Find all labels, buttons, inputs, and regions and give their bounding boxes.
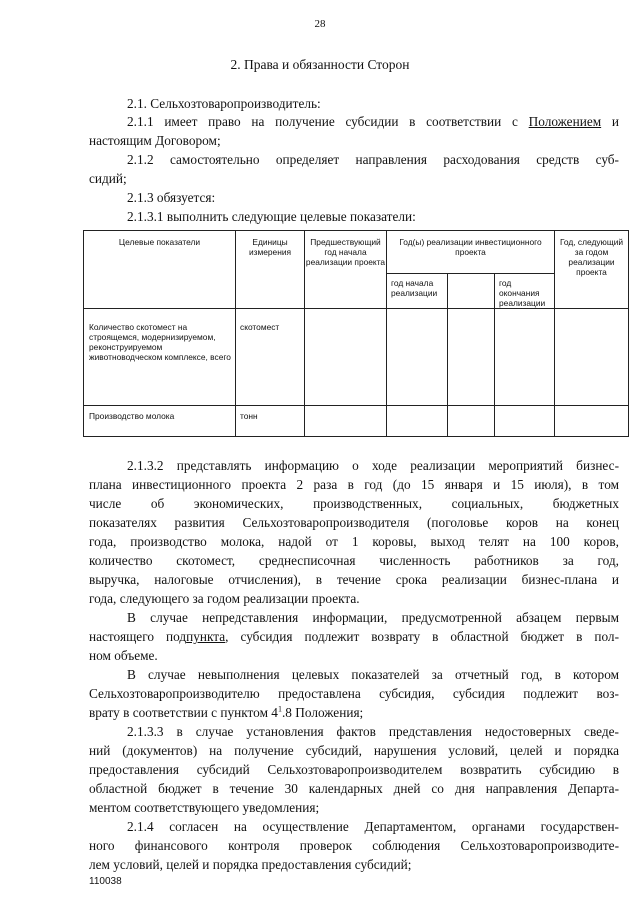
superscript-1: 1 — [277, 704, 282, 714]
header-start-year: год начала реализации — [387, 274, 448, 309]
row-1-start — [387, 309, 448, 406]
header-implementation-years: Год(ы) реализации инвестиционного проекта — [387, 231, 555, 274]
header-mid-year — [448, 274, 495, 309]
non-submission-line-3: ном объеме. — [89, 648, 158, 663]
clause-2-1-1-line-2: настоящим Договором; — [89, 133, 221, 148]
header-following-year: Год, следующий за годом реализации проекта — [555, 231, 629, 309]
row-2-unit: тонн — [236, 406, 305, 437]
row-2-following — [555, 406, 629, 437]
header-end-year: год окончания реализации — [495, 274, 555, 309]
clause-2-1-1-line-1 — [127, 112, 619, 131]
clause-2-1-2-line-1: 2.1.2 самостоятельно определяет направления расходования средств суб- — [127, 152, 619, 167]
clause-2-1-3-3-line-1: 2.1.3.3 в случае установления фактов представления недостоверных сведе- — [127, 724, 619, 739]
row-2-end — [495, 406, 555, 437]
row-1-indicator: Количество скотомест на строящемся, модернизируемом, реконструируемом животноводческом комплексе, всего — [84, 309, 236, 406]
clause-2-1-3-2-line-1: 2.1.3.2 представлять информацию о ходе реализации мероприятий бизнес- — [127, 458, 619, 473]
row-2-preceding — [305, 406, 387, 437]
clause-2-1-3-3-line-2: ний (документов) на получение субсидий, нарушения условий, целей и порядка — [89, 743, 619, 758]
clause-2-1-3: 2.1.3 обязуется: — [127, 190, 216, 205]
clause-2-1-3-1: 2.1.3.1 выполнить следующие целевые показатели: — [127, 209, 416, 224]
footer-code: 110038 — [89, 876, 122, 887]
non-fulfillment-text: врату в соответствии с пунктом 4 — [89, 705, 278, 720]
clause-2-1-3-2-line-6: количество скотомест, среднесписочная численность работников за год, — [89, 553, 619, 568]
clause-2-1-3-2-line-2: плана инвестиционного проекта 2 раза в год (до 15 января и 15 июля), в том — [89, 477, 619, 492]
header-units: Единицы измерения — [236, 231, 305, 309]
row-1-following — [555, 309, 629, 406]
row-1-unit: скотомест — [236, 309, 305, 406]
non-submission-text: настоящего под — [89, 629, 187, 644]
target-indicators-table — [83, 230, 629, 437]
table-row — [84, 309, 629, 406]
non-fulfillment-line-1: В случае невыполнения целевых показателей за отчетный год, в котором — [127, 667, 619, 682]
non-fulfillment-line-2: Сельхозтоваропроизводителю предоставлена субсидия, субсидия подлежит воз- — [89, 686, 619, 701]
clause-2-1: 2.1. Сельхозтоваропроизводитель: — [127, 96, 321, 111]
clause-2-1-3-2-line-3: числе об экономических, производственных, социальных, бюджетных — [89, 496, 619, 511]
clause-2-1-3-3-line-4: областной бюджет в течение 30 календарных дней со дня направления Департа- — [89, 781, 619, 796]
row-2-mid — [448, 406, 495, 437]
row-2-start — [387, 406, 448, 437]
clause-2-1-2-line-2: сидий; — [89, 171, 127, 186]
clause-2-1-1-text: 2.1.1 имеет право на получение субсидии в соответствии с — [127, 114, 529, 129]
header-preceding-year: Предшествующий год начала реализации проекта — [305, 231, 387, 309]
clause-2-1-3-3-line-5: ментом соответствующего уведомления; — [89, 800, 320, 815]
clause-2-1-3-2-line-7: выручка, налоговые отчисления), в течение срока реализации бизнес-плана и — [89, 572, 619, 587]
non-submission-line-2 — [89, 627, 619, 646]
clause-2-1-4-line-2: ного финансового контроля проверок соблюдения Сельхозтоваропроизводите- — [89, 838, 619, 853]
non-submission-text-end: , субсидия подлежит возврату в областной бюджет в пол- — [225, 629, 619, 644]
row-1-preceding — [305, 309, 387, 406]
non-fulfillment-text-end: .8 Положения; — [281, 705, 364, 720]
row-2-indicator: Производство молока — [84, 406, 236, 437]
clause-2-1-3-2-line-5: года, производство молока, надой от 1 коровы, выход телят на 100 коров, — [89, 534, 619, 549]
page-number: 28 — [314, 18, 326, 30]
clause-2-1-1-text-end: и — [601, 114, 619, 129]
non-fulfillment-line-3 — [89, 703, 363, 722]
row-1-mid — [448, 309, 495, 406]
clause-2-1-3-2-line-8: года, следующего за годом реализации проекта. — [89, 591, 360, 606]
row-1-end — [495, 309, 555, 406]
clause-2-1-4-line-3: лем условий, целей и порядка предоставления субсидий; — [89, 857, 412, 872]
subclause-link[interactable]: пункта — [186, 629, 226, 644]
clause-2-1-4-line-1: 2.1.4 согласен на осуществление Департаментом, органами государствен- — [127, 819, 619, 834]
clause-2-1-3-3-line-3: предоставления субсидий Сельхозтоваропроизводителем возвратить субсидию в — [89, 762, 619, 777]
regulation-link[interactable]: Положением — [528, 114, 602, 129]
table-row — [84, 406, 629, 437]
section-title: 2. Права и обязанности Сторон — [230, 57, 410, 72]
non-submission-line-1: В случае непредставления информации, предусмотренной абзацем первым — [127, 610, 619, 625]
clause-2-1-3-2-line-4: показателях развития Сельхозтоваропроизводителя (поголовье коров на конец — [89, 515, 619, 530]
header-indicators: Целевые показатели — [84, 231, 236, 309]
